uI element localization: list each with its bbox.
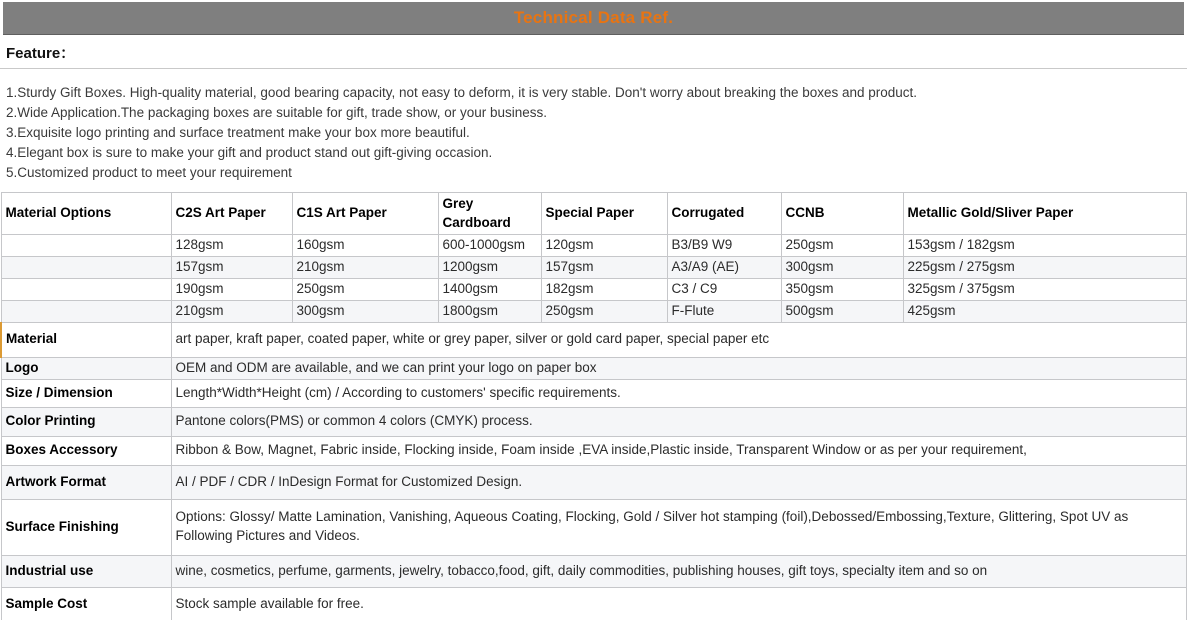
column-header: C2S Art Paper (171, 193, 292, 235)
detail-label: Industrial use (1, 555, 171, 587)
detail-label: Artwork Format (1, 465, 171, 499)
material-cell: 1800gsm (438, 300, 541, 322)
detail-row (1, 499, 1187, 555)
material-row (1, 256, 1187, 278)
detail-value: Stock sample available for free. (171, 587, 1187, 620)
detail-label: Sample Cost (1, 587, 171, 620)
material-cell: 350gsm (781, 278, 903, 300)
detail-row (1, 587, 1187, 620)
material-cell: 128gsm (171, 235, 292, 257)
banner (3, 2, 1184, 35)
material-cell (1, 300, 171, 322)
detail-label: Color Printing (1, 407, 171, 436)
column-header: Material Options (1, 193, 171, 235)
detail-value: Length*Width*Height (cm) / According to customers' specific requirements. (171, 379, 1187, 407)
detail-row (1, 555, 1187, 587)
material-cell: 500gsm (781, 300, 903, 322)
material-cell: 225gsm / 275gsm (903, 256, 1187, 278)
detail-label: Material (1, 322, 171, 357)
feature-item: 1.Sturdy Gift Boxes. High-quality material, good bearing capacity, not easy to deform, it is very stable. Don't worry about breaking the boxes and product. (6, 85, 918, 100)
spec-table (0, 192, 1187, 620)
material-cell: 300gsm (292, 300, 438, 322)
material-cell: 1200gsm (438, 256, 541, 278)
material-cell (1, 278, 171, 300)
column-header: Grey Cardboard (438, 193, 541, 235)
material-cell: 210gsm (292, 256, 438, 278)
material-cell: 157gsm (171, 256, 292, 278)
material-cell: A3/A9 (AE) (667, 256, 781, 278)
material-cell: B3/B9 W9 (667, 235, 781, 257)
detail-row (1, 322, 1187, 357)
detail-value: wine, cosmetics, perfume, garments, jewelry, tobacco,food, gift, daily commodities, publishing houses, gift toys, specialty item and so on (171, 555, 1187, 587)
material-cell: 250gsm (781, 235, 903, 257)
spec-table-body (1, 235, 1187, 620)
material-cell: 600-1000gsm (438, 235, 541, 257)
material-cell (1, 256, 171, 278)
material-cell: 190gsm (171, 278, 292, 300)
material-cell: 153gsm / 182gsm (903, 235, 1187, 257)
material-cell: C3 / C9 (667, 278, 781, 300)
column-header: CCNB (781, 193, 903, 235)
material-cell: 1400gsm (438, 278, 541, 300)
detail-value: Options: Glossy/ Matte Lamination, Vanishing, Aqueous Coating, Flocking, Gold / Silver hot stamping (foil),Debossed/Embossing,Texture, Glittering, Spot UV as Following Pictures and Videos. (171, 499, 1187, 555)
feature-item: 3.Exquisite logo printing and surface treatment make your box more beautiful. (6, 125, 470, 140)
material-cell: 120gsm (541, 235, 667, 257)
detail-value: Ribbon & Bow, Magnet, Fabric inside, Flocking inside, Foam inside ,EVA inside,Plastic inside, Transparent Window or as per your requirement, (171, 436, 1187, 465)
material-row (1, 300, 1187, 322)
detail-row (1, 436, 1187, 465)
column-header: Metallic Gold/Sliver Paper (903, 193, 1187, 235)
feature-item: 5.Customized product to meet your requirement (6, 165, 292, 180)
detail-row (1, 379, 1187, 407)
material-cell: 250gsm (541, 300, 667, 322)
material-cell: 182gsm (541, 278, 667, 300)
detail-label: Boxes Accessory (1, 436, 171, 465)
material-cell: 157gsm (541, 256, 667, 278)
detail-value: Pantone colors(PMS) or common 4 colors (CMYK) process. (171, 407, 1187, 436)
detail-value: AI / PDF / CDR / InDesign Format for Customized Design. (171, 465, 1187, 499)
material-cell: 300gsm (781, 256, 903, 278)
banner-title: Technical Data Ref. (513, 8, 674, 27)
material-row (1, 278, 1187, 300)
column-header: Special Paper (541, 193, 667, 235)
feature-heading: Feature： (0, 35, 1187, 69)
column-header: C1S Art Paper (292, 193, 438, 235)
detail-value: art paper, kraft paper, coated paper, white or grey paper, silver or gold card paper, special paper etc (171, 322, 1187, 357)
material-cell (1, 235, 171, 257)
material-cell: 250gsm (292, 278, 438, 300)
column-header: Corrugated (667, 193, 781, 235)
detail-label: Surface Finishing (1, 499, 171, 555)
detail-row (1, 357, 1187, 379)
detail-value: OEM and ODM are available, and we can print your logo on paper box (171, 357, 1187, 379)
material-cell: 425gsm (903, 300, 1187, 322)
feature-list (0, 69, 1187, 192)
detail-row (1, 407, 1187, 436)
feature-item: 4.Elegant box is sure to make your gift and product stand out gift-giving occasion. (6, 145, 493, 160)
material-row (1, 235, 1187, 257)
material-cell: 210gsm (171, 300, 292, 322)
spec-table-header-row (1, 193, 1187, 235)
material-cell: 160gsm (292, 235, 438, 257)
feature-item: 2.Wide Application.The packaging boxes are suitable for gift, trade show, or your business. (6, 105, 548, 120)
material-cell: 325gsm / 375gsm (903, 278, 1187, 300)
detail-label: Logo (1, 357, 171, 379)
detail-row (1, 465, 1187, 499)
material-cell: F-Flute (667, 300, 781, 322)
detail-label: Size / Dimension (1, 379, 171, 407)
